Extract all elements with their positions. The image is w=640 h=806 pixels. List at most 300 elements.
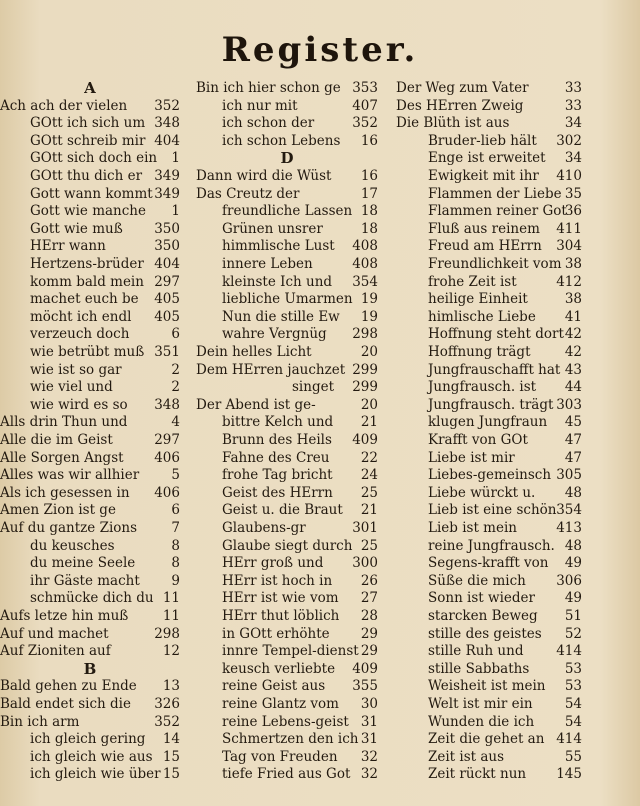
entry-page-number: 15 — [162, 766, 180, 783]
entry-title: Ach ach der vielen — [0, 97, 128, 114]
entry-title: Geist u. die Braut — [222, 502, 343, 519]
index-entry — [196, 98, 378, 115]
entry-page-number: 18 — [360, 203, 378, 220]
index-entry — [0, 573, 180, 590]
index-entry — [0, 397, 180, 414]
entry-title: schmücke dich du — [30, 590, 154, 607]
entry-page-number: 407 — [352, 97, 378, 114]
entry-title: Flammen der Liebe — [428, 185, 562, 202]
entry-page-number: 4 — [171, 414, 180, 431]
entry-page-number: 36 — [564, 203, 582, 220]
index-entry — [0, 643, 180, 660]
entry-page-number: 411 — [556, 220, 582, 237]
entry-page-number: 8 — [171, 537, 180, 554]
index-entry — [396, 326, 582, 343]
entry-page-number: 298 — [154, 625, 180, 642]
index-entry — [0, 168, 180, 185]
entry-title: Tag von Freuden — [222, 748, 338, 765]
entry-page-number: 406 — [154, 449, 180, 466]
section-letter: D — [280, 149, 294, 168]
entry-page-number: 299 — [352, 379, 378, 396]
entry-title: heilige Einheit — [428, 291, 528, 308]
index-entry — [0, 238, 180, 255]
index-entry — [196, 309, 378, 326]
entry-page-number: 54 — [564, 696, 582, 712]
entry-title: Wunden die ich — [428, 713, 535, 730]
entry-title: tiefe Fried aus Got — [222, 766, 351, 783]
entry-title: Flammen reiner Got — [428, 203, 567, 220]
entry-title: Das Creutz der — [196, 185, 300, 202]
entry-title: Hoffnung steht dort — [428, 326, 564, 343]
entry-title: ihr Gäste macht — [30, 572, 140, 589]
entry-page-number: 7 — [171, 520, 180, 536]
index-entry — [196, 502, 378, 519]
entry-page-number: 1 — [171, 150, 180, 167]
entry-title: reine Geist aus — [222, 678, 326, 695]
entry-page-number: 413 — [556, 520, 582, 536]
entry-page-number: 404 — [154, 256, 180, 272]
index-entry — [196, 714, 378, 731]
entry-page-number: 21 — [360, 414, 378, 431]
entry-page-number: 33 — [564, 80, 582, 96]
entry-title: Weisheit ist mein — [428, 678, 546, 695]
entry-page-number: 352 — [154, 713, 180, 730]
index-entry — [396, 766, 582, 783]
entry-title: Des HErren Zweig — [396, 97, 524, 114]
entry-title: Dem HErren jauchzet — [196, 361, 346, 378]
entry-page-number: 52 — [564, 625, 582, 642]
index-entry — [396, 379, 582, 396]
entry-title: Süße die mich — [428, 572, 526, 589]
entry-page-number: 20 — [360, 344, 378, 360]
entry-title: Dann wird die Wüst — [196, 168, 332, 184]
entry-title: Jungfrausch. trägt — [428, 396, 554, 413]
index-entry — [196, 397, 378, 414]
entry-title: machet euch be — [30, 291, 139, 308]
entry-title: Nun die stille Ew — [222, 308, 340, 325]
entry-title: HErr ist wie vom — [222, 590, 339, 607]
entry-title: Der Abend ist ge- — [196, 396, 316, 413]
index-entry — [196, 450, 378, 467]
entry-page-number: 414 — [556, 731, 582, 748]
entry-title: ich schon der — [222, 115, 315, 132]
index-entry — [0, 326, 180, 343]
entry-page-number: 32 — [360, 766, 378, 783]
entry-title: Welt ist mir ein — [428, 696, 533, 712]
index-entry — [196, 168, 378, 185]
entry-page-number: 12 — [162, 643, 180, 660]
entry-page-number: 349 — [154, 185, 180, 202]
entry-page-number: 42 — [564, 326, 582, 343]
index-entry — [0, 291, 180, 308]
index-entry — [0, 221, 180, 238]
entry-title: Hoffnung trägt — [428, 344, 531, 360]
entry-title: HErr wann — [30, 238, 106, 255]
index-entry — [196, 661, 378, 678]
entry-page-number: 352 — [352, 115, 378, 132]
index-entry — [196, 414, 378, 431]
index-entry — [396, 397, 582, 414]
entry-page-number: 405 — [154, 308, 180, 325]
entry-title: stille Ruh und — [428, 643, 524, 660]
index-entry — [196, 520, 378, 537]
entry-title: Liebe ist mir — [428, 449, 515, 466]
index-entry — [196, 643, 378, 660]
entry-title: ich gleich wie aus — [30, 748, 153, 765]
entry-title: Ewigkeit mit ihr — [428, 168, 539, 184]
entry-page-number: 19 — [360, 308, 378, 325]
entry-title: innre Tempel-dienst — [222, 643, 359, 660]
index-entry — [396, 414, 582, 431]
entry-title: Bin ich arm — [0, 713, 80, 730]
entry-title: Liebes-gemeinsch — [428, 467, 552, 484]
index-entry — [396, 485, 582, 502]
index-entry — [196, 133, 378, 150]
index-entry — [0, 309, 180, 326]
entry-page-number: 409 — [352, 432, 378, 448]
entry-page-number: 353 — [352, 80, 378, 96]
entry-title: GOtt ich sich um — [30, 115, 146, 132]
entry-title: möcht ich endl — [30, 308, 132, 325]
index-entry — [0, 502, 180, 519]
entry-page-number: 48 — [564, 537, 582, 554]
index-entry — [196, 538, 378, 555]
entry-title: klugen Jungfraun — [428, 414, 548, 431]
index-entry — [396, 731, 582, 748]
entry-page-number: 55 — [564, 748, 582, 765]
index-entry — [396, 573, 582, 590]
index-entry — [0, 731, 180, 748]
index-entry — [396, 362, 582, 379]
entry-title: Geist des HErrn — [222, 484, 333, 501]
entry-title: Zeit ist aus — [428, 748, 505, 765]
entry-page-number: 32 — [360, 748, 378, 765]
index-entry — [196, 766, 378, 783]
entry-title: Lieb ist eine schön — [428, 502, 557, 519]
entry-title: Gott wie muß — [30, 220, 123, 237]
index-entry — [0, 626, 180, 643]
entry-page-number: 1 — [171, 203, 180, 220]
index-entry — [196, 608, 378, 625]
index-entry — [196, 432, 378, 449]
entry-page-number: 16 — [360, 132, 378, 149]
index-entry — [0, 538, 180, 555]
index-entry — [396, 678, 582, 695]
entry-page-number: 351 — [154, 344, 180, 360]
entry-page-number: 326 — [154, 696, 180, 712]
entry-title: wie betrübt muß — [30, 344, 145, 360]
entry-page-number: 33 — [564, 97, 582, 114]
entry-page-number: 350 — [154, 238, 180, 255]
entry-page-number: 51 — [564, 608, 582, 624]
index-entry — [0, 186, 180, 203]
entry-page-number: 145 — [556, 766, 582, 783]
entry-title: Glaube siegt durch — [222, 537, 353, 554]
entry-page-number: 305 — [556, 467, 582, 484]
index-entry — [0, 256, 180, 273]
entry-title: himlische Liebe — [428, 308, 536, 325]
entry-title: Enge ist erweitet — [428, 150, 546, 167]
entry-title: wie ist so gar — [30, 361, 122, 378]
entry-page-number: 45 — [564, 414, 582, 431]
index-entry — [0, 467, 180, 484]
entry-title: komm bald mein — [30, 273, 144, 290]
index-entry — [196, 485, 378, 502]
entry-page-number: 49 — [564, 555, 582, 572]
entry-page-number: 406 — [154, 484, 180, 501]
index-entry — [196, 749, 378, 766]
entry-page-number: 34 — [564, 150, 582, 167]
entry-page-number: 54 — [564, 713, 582, 730]
index-entry — [396, 555, 582, 572]
index-entry — [396, 608, 582, 625]
index-entry — [196, 326, 378, 343]
entry-title: ich gleich wie über — [30, 766, 161, 783]
entry-title: Glaubens-gr — [222, 520, 306, 536]
index-entry — [196, 238, 378, 255]
entry-title: Der Weg zum Vater — [396, 80, 529, 96]
index-entry — [396, 450, 582, 467]
entry-title: Fluß aus reinem — [428, 220, 540, 237]
index-entry — [0, 98, 180, 115]
entry-title: Freud am HErrn — [428, 238, 542, 255]
entry-title: keusch verliebte — [222, 660, 336, 677]
entry-title: Aufs letze hin muß — [0, 608, 129, 624]
entry-page-number: 49 — [564, 590, 582, 607]
entry-title: ich schon Lebens — [222, 132, 341, 149]
entry-page-number: 16 — [360, 168, 378, 184]
entry-page-number: 28 — [360, 608, 378, 624]
entry-title: Jungfrausch. ist — [428, 379, 537, 396]
index-entry — [196, 362, 378, 379]
entry-page-number: 354 — [556, 502, 582, 519]
entry-title: du meine Seele — [30, 555, 136, 572]
entry-page-number: 409 — [352, 660, 378, 677]
index-entry — [0, 379, 180, 396]
entry-title: Die Blüth ist aus — [396, 115, 510, 132]
entry-title: innere Leben — [222, 256, 313, 272]
index-entry — [0, 362, 180, 379]
entry-title: stille des geistes — [428, 625, 542, 642]
index-entry — [396, 538, 582, 555]
index-entry — [196, 256, 378, 273]
entry-page-number: 19 — [360, 291, 378, 308]
entry-title: Jungfrauschafft hat — [428, 361, 561, 378]
index-entry — [196, 731, 378, 748]
index-entry — [396, 714, 582, 731]
entry-title: bittre Kelch und — [222, 414, 334, 431]
entry-page-number: 350 — [154, 220, 180, 237]
index-entry — [0, 555, 180, 572]
entry-page-number: 300 — [352, 555, 378, 572]
index-entry — [396, 467, 582, 484]
entry-page-number: 53 — [564, 660, 582, 677]
entry-title: Bruder-lieb hält — [428, 132, 537, 149]
entry-title: starcken Beweg — [428, 608, 538, 624]
entry-page-number: 24 — [360, 467, 378, 484]
index-entry — [396, 80, 582, 97]
index-entry — [396, 115, 582, 132]
index-entry — [396, 203, 582, 220]
entry-page-number: 352 — [154, 97, 180, 114]
entry-page-number: 6 — [171, 502, 180, 519]
index-entry — [196, 115, 378, 132]
index-entry — [196, 186, 378, 203]
entry-page-number: 410 — [556, 168, 582, 184]
entry-title: GOtt thu dich er — [30, 168, 143, 184]
entry-title: frohe Zeit ist — [428, 273, 517, 290]
index-entry — [0, 450, 180, 467]
entry-page-number: 31 — [360, 713, 378, 730]
entry-title: Krafft von GOt — [428, 432, 528, 448]
index-entry — [396, 274, 582, 291]
entry-title: kleinste Ich und — [222, 273, 333, 290]
index-entry — [396, 221, 582, 238]
entry-page-number: 34 — [564, 115, 582, 132]
entry-title: himmlische Lust — [222, 238, 335, 255]
entry-title: Auf und machet — [0, 625, 109, 642]
entry-title: ich nur mit — [222, 97, 298, 114]
index-entry — [196, 573, 378, 590]
entry-title: singet — [292, 379, 334, 396]
entry-page-number: 404 — [154, 132, 180, 149]
entry-page-number: 2 — [171, 361, 180, 378]
entry-title: Als ich gesessen in — [0, 484, 130, 501]
index-entry — [196, 626, 378, 643]
index-entry — [396, 309, 582, 326]
entry-title: Bald endet sich die — [0, 696, 131, 712]
section-letter: A — [84, 79, 96, 97]
entry-title: wahre Vergnüg — [222, 326, 327, 343]
entry-title: stille Sabbaths — [428, 660, 530, 677]
entry-title: reine Lebens-geist — [222, 713, 349, 730]
entry-page-number: 306 — [556, 572, 582, 589]
entry-page-number: 17 — [360, 185, 378, 202]
entry-page-number: 301 — [352, 520, 378, 536]
entry-page-number: 9 — [171, 572, 180, 589]
entry-page-number: 25 — [360, 484, 378, 501]
entry-page-number: 8 — [171, 555, 180, 572]
entry-title: Brunn des Heils — [222, 432, 332, 448]
index-entry — [0, 432, 180, 449]
index-entry — [0, 150, 180, 167]
entry-title: du keusches — [30, 537, 115, 554]
entry-title: Amen Zion ist ge — [0, 502, 116, 519]
entry-title: Gott wann kommt — [30, 185, 153, 202]
index-entry — [0, 749, 180, 766]
entry-page-number: 22 — [360, 449, 378, 466]
entry-page-number: 414 — [556, 643, 582, 660]
entry-title: HErr thut löblich — [222, 608, 340, 624]
entry-page-number: 26 — [360, 572, 378, 589]
index-entry — [396, 696, 582, 713]
entry-title: verzeuch doch — [30, 326, 130, 343]
entry-page-number: 298 — [352, 326, 378, 343]
entry-title: Lieb ist mein — [428, 520, 517, 536]
index-entry — [0, 485, 180, 502]
index-entry — [396, 133, 582, 150]
entry-page-number: 47 — [564, 449, 582, 466]
index-entry — [396, 661, 582, 678]
entry-page-number: 11 — [162, 590, 180, 607]
entry-page-number: 405 — [154, 291, 180, 308]
index-entry — [196, 344, 378, 361]
entry-page-number: 15 — [162, 748, 180, 765]
index-entry — [396, 344, 582, 361]
index-entry — [196, 80, 378, 97]
entry-page-number: 18 — [360, 220, 378, 237]
index-entry — [396, 98, 582, 115]
page-title: Register. — [221, 30, 419, 70]
entry-title: Alles was wir allhier — [0, 467, 140, 484]
entry-page-number: 20 — [360, 396, 378, 413]
index-entry — [196, 221, 378, 238]
entry-title: Liebe würckt u. — [428, 484, 536, 501]
index-entry — [396, 186, 582, 203]
index-entry — [196, 590, 378, 607]
index-entry — [0, 274, 180, 291]
index-entry — [396, 291, 582, 308]
entry-title: Grünen unsrer — [222, 220, 323, 237]
entry-page-number: 14 — [162, 731, 180, 748]
entry-page-number: 408 — [352, 256, 378, 272]
index-entry — [0, 115, 180, 132]
entry-title: reine Jungfrausch. — [428, 537, 555, 554]
index-entry — [196, 379, 378, 396]
entry-page-number: 349 — [154, 168, 180, 184]
index-entry — [0, 203, 180, 220]
entry-page-number: 41 — [564, 308, 582, 325]
entry-page-number: 302 — [556, 132, 582, 149]
entry-title: freundliche Lassen — [222, 203, 353, 220]
entry-page-number: 29 — [360, 643, 378, 660]
index-entry — [396, 502, 582, 519]
entry-page-number: 25 — [360, 537, 378, 554]
entry-title: Freundlichkeit vom — [428, 256, 562, 272]
entry-title: Gott wie manche — [30, 203, 146, 220]
index-entry — [0, 590, 180, 607]
entry-page-number: 355 — [352, 678, 378, 695]
entry-title: Hertzens-brüder — [30, 256, 144, 272]
entry-title: Fahne des Creu — [222, 449, 330, 466]
entry-title: in GOtt erhöhte — [222, 625, 330, 642]
entry-title: GOtt schreib mir — [30, 132, 146, 149]
entry-title: reine Glantz vom — [222, 696, 339, 712]
index-entry — [196, 467, 378, 484]
index-entry — [0, 696, 180, 713]
entry-page-number: 304 — [556, 238, 582, 255]
entry-title: Zeit die gehet an — [428, 731, 545, 748]
index-entry — [196, 291, 378, 308]
index-entry — [0, 608, 180, 625]
index-entry — [396, 432, 582, 449]
index-entry — [0, 714, 180, 731]
entry-page-number: 408 — [352, 238, 378, 255]
index-entry — [196, 696, 378, 713]
index-entry — [196, 274, 378, 291]
entry-title: wie viel und — [30, 379, 113, 396]
entry-title: GOtt sich doch ein — [30, 150, 158, 167]
index-entry — [196, 555, 378, 572]
entry-page-number: 53 — [564, 678, 582, 695]
entry-page-number: 297 — [154, 432, 180, 448]
entry-page-number: 38 — [564, 291, 582, 308]
entry-title: HErr groß und — [222, 555, 324, 572]
entry-page-number: 31 — [360, 731, 378, 748]
entry-title: HErr ist hoch in — [222, 572, 333, 589]
entry-title: Sonn ist wieder — [428, 590, 535, 607]
entry-page-number: 303 — [556, 396, 582, 413]
